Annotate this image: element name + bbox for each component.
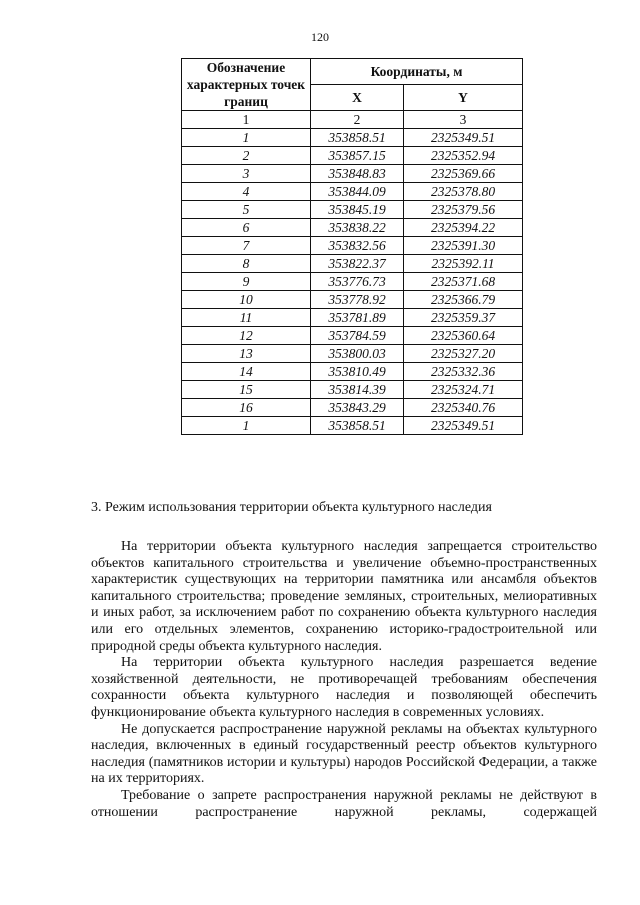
cell-point: 1 — [182, 129, 311, 147]
table-row — [182, 147, 523, 165]
cell-x: 353822.37 — [311, 255, 404, 273]
column-index: 2 — [311, 111, 404, 129]
cell-y: 2325360.64 — [404, 327, 523, 345]
table-row — [182, 309, 523, 327]
paragraph: Требование о запрете распространения наружной рекламы не действуют в отношении распространение наружной рекламы, содержащей — [91, 787, 597, 820]
table-row — [182, 363, 523, 381]
cell-y: 2325352.94 — [404, 147, 523, 165]
cell-y: 2325349.51 — [404, 417, 523, 435]
cell-x: 353800.03 — [311, 345, 404, 363]
header-x: X — [311, 85, 404, 111]
cell-y: 2325378.80 — [404, 183, 523, 201]
cell-point: 4 — [182, 183, 311, 201]
cell-y: 2325332.36 — [404, 363, 523, 381]
cell-x: 353776.73 — [311, 273, 404, 291]
cell-y: 2325391.30 — [404, 237, 523, 255]
cell-point: 3 — [182, 165, 311, 183]
header-points: Обозначение характерных точек границ — [182, 59, 311, 111]
table-row — [182, 219, 523, 237]
section-title: 3. Режим использования территории объекта культурного наследия — [91, 500, 492, 515]
table-row — [182, 327, 523, 345]
cell-point: 12 — [182, 327, 311, 345]
cell-x: 353843.29 — [311, 399, 404, 417]
cell-x: 353781.89 — [311, 309, 404, 327]
cell-point: 14 — [182, 363, 311, 381]
table-row — [182, 201, 523, 219]
paragraph: Не допускается распространение наружной рекламы на объектах культурного наследия, включенных в единый государственный реестр объектов культурного наследия (памятников истории и культуры) народов Российской Федерации, а также на их территориях. — [91, 721, 597, 787]
table-row — [182, 183, 523, 201]
cell-point: 5 — [182, 201, 311, 219]
cell-x: 353844.09 — [311, 183, 404, 201]
header-coordinates: Координаты, м — [311, 59, 523, 85]
body-text — [91, 539, 597, 821]
cell-y: 2325394.22 — [404, 219, 523, 237]
cell-x: 353848.83 — [311, 165, 404, 183]
table-row — [182, 129, 523, 147]
cell-y: 2325369.66 — [404, 165, 523, 183]
page-number: 120 — [311, 30, 329, 44]
table-row — [182, 417, 523, 435]
cell-point: 11 — [182, 309, 311, 327]
cell-x: 353858.51 — [311, 417, 404, 435]
cell-point: 7 — [182, 237, 311, 255]
table-row — [182, 273, 523, 291]
cell-y: 2325371.68 — [404, 273, 523, 291]
cell-y: 2325359.37 — [404, 309, 523, 327]
cell-point: 6 — [182, 219, 311, 237]
cell-point: 9 — [182, 273, 311, 291]
table-row — [182, 237, 523, 255]
cell-x: 353778.92 — [311, 291, 404, 309]
column-index: 3 — [404, 111, 523, 129]
paragraph: На территории объекта культурного наследия разрешается ведение хозяйственной деятельности, не противоречащей требованиям обеспечения сохранности объекта культурного наследия и позволяющей обеспечить функционирование объекта культурного наследия в современных условиях. — [91, 655, 597, 720]
coordinates-table — [181, 58, 523, 435]
table-row — [182, 381, 523, 399]
cell-point: 10 — [182, 291, 311, 309]
cell-point: 1 — [182, 417, 311, 435]
cell-y: 2325379.56 — [404, 201, 523, 219]
cell-x: 353832.56 — [311, 237, 404, 255]
cell-x: 353784.59 — [311, 327, 404, 345]
table-row — [182, 255, 523, 273]
paragraph: На территории объекта культурного наследия запрещается строительство объектов капитального строительства и увеличение объемно-пространственных характеристик существующих на территории памятника или ансамбля объектов капитального строительства; проведение земляных, строительных, мелиоративных и иных работ, за исключением работ по сохранению объекта культурного наследия или его отдельных элементов, сохранению историко-градостроительной или природной среды объекта культурного наследия. — [91, 539, 597, 654]
table-body — [182, 111, 523, 435]
column-index: 1 — [182, 111, 311, 129]
cell-x: 353858.51 — [311, 129, 404, 147]
column-index-row — [182, 111, 523, 129]
cell-x: 353838.22 — [311, 219, 404, 237]
cell-x: 353814.39 — [311, 381, 404, 399]
cell-y: 2325366.79 — [404, 291, 523, 309]
cell-y: 2325324.71 — [404, 381, 523, 399]
cell-point: 16 — [182, 399, 311, 417]
table-row — [182, 399, 523, 417]
header-y: Y — [404, 85, 523, 111]
cell-x: 353857.15 — [311, 147, 404, 165]
cell-point: 15 — [182, 381, 311, 399]
cell-point: 13 — [182, 345, 311, 363]
cell-y: 2325349.51 — [404, 129, 523, 147]
cell-x: 353810.49 — [311, 363, 404, 381]
table-row — [182, 165, 523, 183]
cell-point: 2 — [182, 147, 311, 165]
cell-y: 2325340.76 — [404, 399, 523, 417]
cell-y: 2325327.20 — [404, 345, 523, 363]
cell-x: 353845.19 — [311, 201, 404, 219]
cell-y: 2325392.11 — [404, 255, 523, 273]
table-row — [182, 291, 523, 309]
cell-point: 8 — [182, 255, 311, 273]
table-row — [182, 345, 523, 363]
